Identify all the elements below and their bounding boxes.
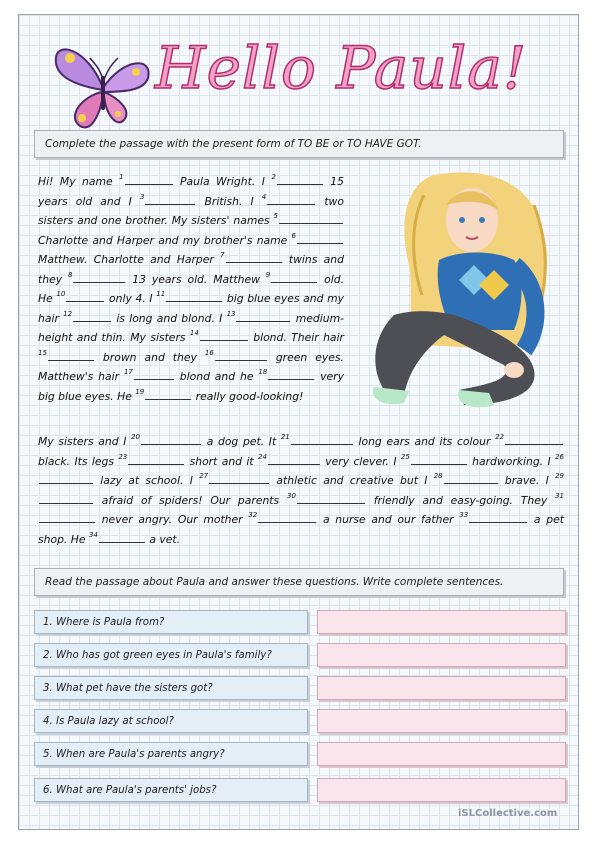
question-4: 4. Is Paula lazy at school? [34, 709, 308, 733]
girl-illustration [364, 165, 569, 430]
question-6: 6. What are Paula's parents' jobs? [34, 778, 308, 802]
passage-part-2: My sisters and I $^{20}$ a dog pet. It $^{21}$ long ears and its colour $^{22}$ black. Its legs $^{23}$ short and it $^{24}$ very clever. I $^{25}$ hardworking. I $^{26}$ lazy at school. I $^{27}$ athletic and creative but I $^{28}$ brave. I $^{29}$ afraid of spiders! Our parents $^{30}$ friendly and easy-going. They $^{31}$ never angry. Our mother $^{32}$ a nurse and our father $^{33}$ a pet shop. He $^{34}$ a vet. [38, 433, 564, 546]
question-5: 5. When are Paula's parents angry? [34, 742, 308, 766]
question-row [34, 778, 568, 802]
answer-field-3[interactable] [317, 676, 566, 700]
instruction-complete-passage: Complete the passage with the present form of TO BE or TO HAVE GOT. [34, 130, 564, 158]
question-row [34, 742, 568, 766]
question-3: 3. What pet have the sisters got? [34, 676, 308, 700]
question-row [34, 676, 568, 700]
question-1: 1. Where is Paula from? [34, 610, 308, 634]
answer-field-6[interactable] [317, 778, 566, 802]
question-row [34, 610, 568, 634]
answer-field-5[interactable] [317, 742, 566, 766]
answer-field-1[interactable] [317, 610, 566, 634]
answer-field-2[interactable] [317, 643, 566, 667]
instruction-answer-questions: Read the passage about Paula and answer these questions. Write complete sentences. [34, 568, 564, 596]
passage-part-1: Hi! My name $^1$ Paula Wright. I $^2$ 15 years old and I $^3$ British. I $^4$ two sisters and one brother. My sisters' names $^5$ Charlotte and Harper and my brother's name $^6$ Matthew. Charlotte and Harper $^7$ twins and they $^8$ 13 years old. Matthew $^9$ old. He $^{10}$ only 4. I $^{11}$ big blue eyes and my hair $^{12}$ is long and blond. I $^{13}$ medium-height and thin. My sisters $^{14}$ blond. Their hair $^{15}$ brown and they $^{16}$ green eyes. Matthew's hair $^{17}$ blond and he $^{18}$ very big blue eyes. He $^{19}$ really good-looking! [38, 173, 345, 403]
question-row [34, 643, 568, 667]
answer-field-4[interactable] [317, 709, 566, 733]
butterfly-icon [48, 38, 158, 138]
question-2: 2. Who has got green eyes in Paula's family? [34, 643, 308, 667]
watermark: iSLCollective.com [458, 808, 558, 819]
question-row [34, 709, 568, 733]
page-title: Hello Paula! [155, 34, 528, 102]
